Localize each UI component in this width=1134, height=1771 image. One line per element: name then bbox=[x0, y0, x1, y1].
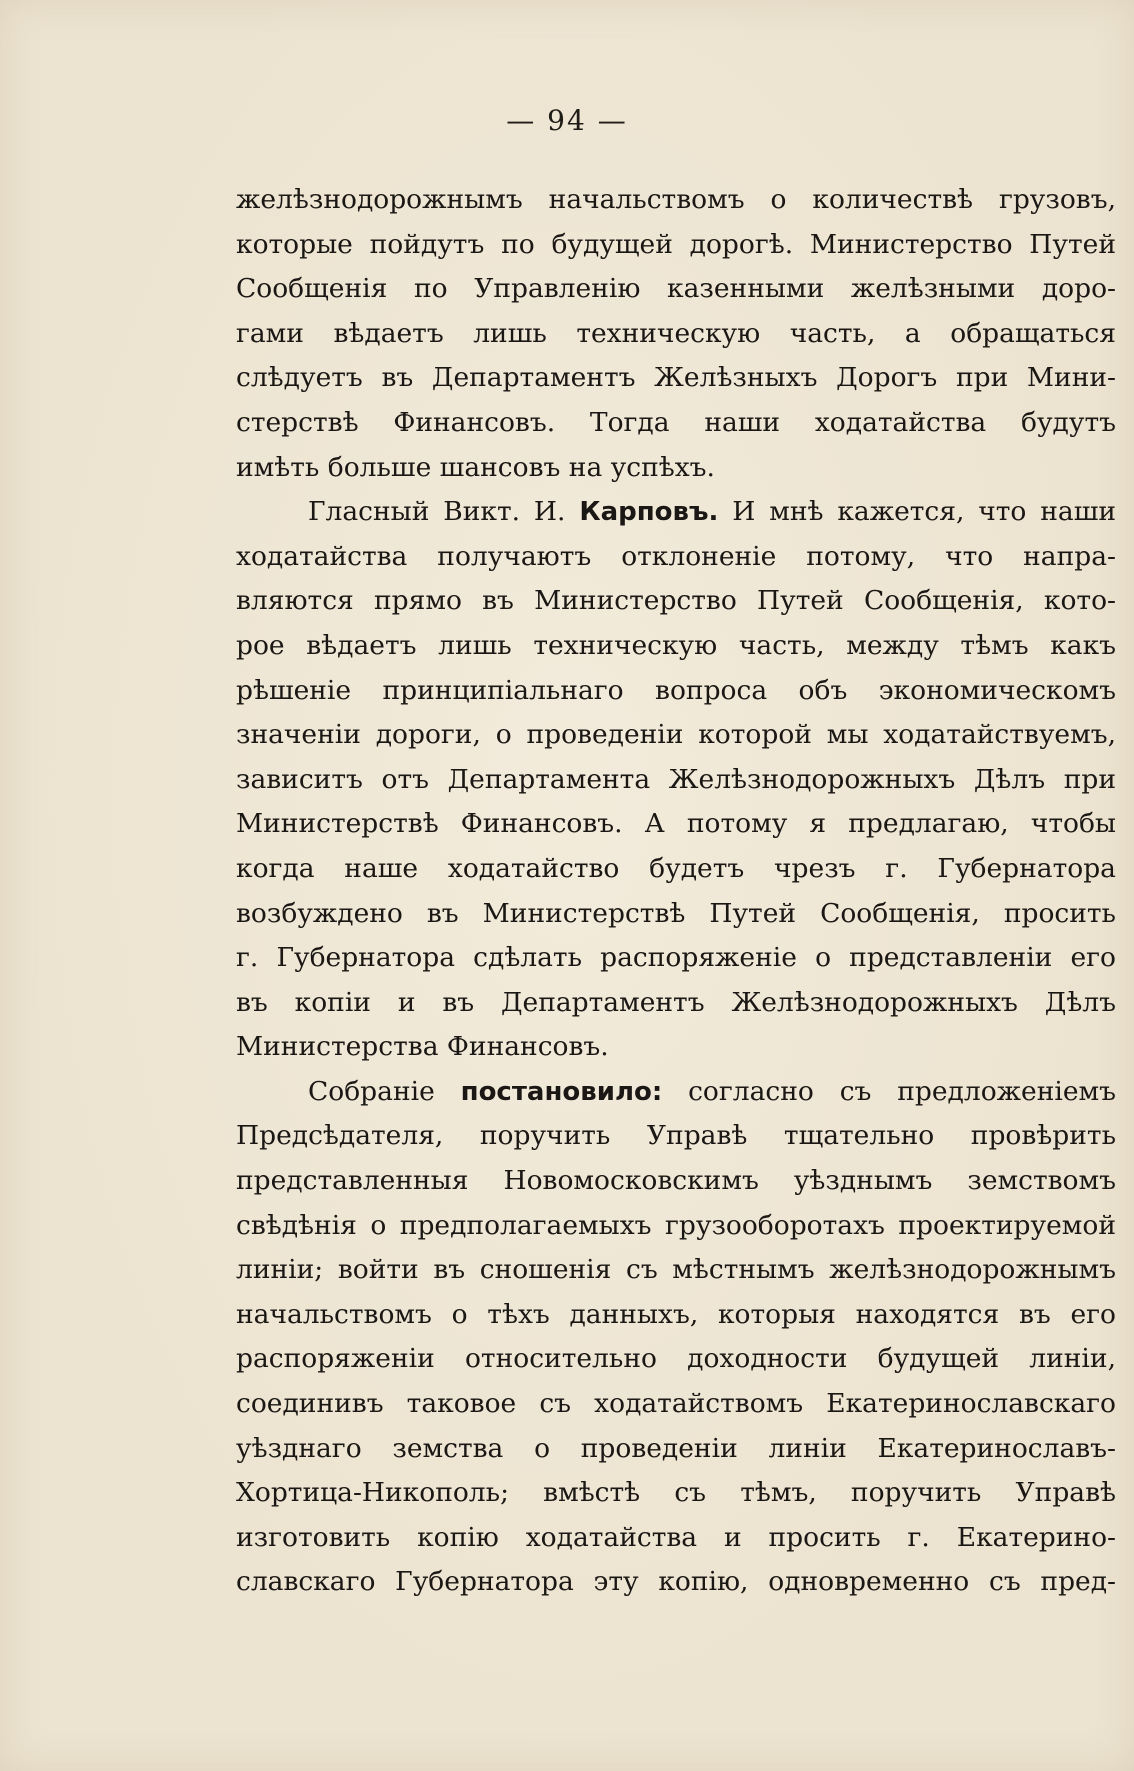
resolution-line bbox=[236, 1070, 1116, 1115]
text-line: представленныя Новомосковскимъ уѣзднымъ земствомъ bbox=[236, 1165, 1116, 1197]
text-line: Министерства Финансовъ. bbox=[236, 1031, 609, 1063]
text-line: изготовить копію ходатайства и просить г. Екатерино- bbox=[236, 1521, 1116, 1553]
text-line: зависитъ отъ Департамента Желѣзнодорожныхъ Дѣлъ при bbox=[236, 763, 1116, 795]
text-line: рѣшеніе принципіальнаго вопроса объ экономическомъ bbox=[236, 674, 1116, 706]
text-fragment: согласно съ предложеніемъ bbox=[662, 1075, 1116, 1107]
text-line: Министерствѣ Финансовъ. А потому я предлагаю, чтобы bbox=[236, 808, 1116, 840]
text-line: уѣзднаго земства о проведеніи линіи Екатеринославъ- bbox=[236, 1432, 1116, 1464]
text-fragment: И мнѣ кажется, что наши bbox=[718, 496, 1116, 528]
speaker-line bbox=[236, 490, 1116, 535]
text-fragment: Гласный Викт. И. bbox=[308, 496, 580, 528]
text-line: въ копіи и въ Департаментъ Желѣзнодорожныхъ Дѣлъ bbox=[236, 986, 1116, 1018]
text-line: гами вѣдаетъ лишь техническую часть, а обращаться bbox=[236, 317, 1116, 349]
text-line: возбуждено въ Министерствѣ Путей Сообщенія, просить bbox=[236, 897, 1116, 929]
body-text bbox=[236, 178, 1116, 1605]
text-line: свѣдѣнія о предполагаемыхъ грузооборотахъ проектируемой bbox=[236, 1209, 1116, 1241]
text-line: ходатайства получаютъ отклоненіе потому, что напра- bbox=[236, 540, 1116, 572]
text-line: соединивъ таковое съ ходатайствомъ Екатеринославскаго bbox=[236, 1388, 1116, 1420]
text-line: слѣдуетъ въ Департаментъ Желѣзныхъ Дорогъ при Мини- bbox=[236, 362, 1116, 394]
text-line: линіи; войти въ сношенія съ мѣстнымъ желѣзнодорожнымъ bbox=[236, 1254, 1116, 1286]
text-line: стерствѣ Финансовъ. Тогда наши ходатайства будутъ bbox=[236, 406, 1116, 438]
text-line: значеніи дороги, о проведеніи которой мы ходатайствуемъ, bbox=[236, 719, 1116, 751]
speaker-name: Карповъ. bbox=[579, 497, 719, 528]
page-number: — 94 — bbox=[506, 104, 628, 137]
resolution-keyword: постановило: bbox=[460, 1076, 663, 1107]
text-line: вляются прямо въ Министерство Путей Сообщенія, кото- bbox=[236, 585, 1116, 617]
text-line: Сообщенія по Управленію казенными желѣзными доро- bbox=[236, 273, 1116, 305]
text-line: рое вѣдаетъ лишь техническую часть, между тѣмъ какъ bbox=[236, 629, 1116, 661]
text-line: когда наше ходатайство будетъ чрезъ г. Губернатора bbox=[236, 852, 1116, 884]
text-line: желѣзнодорожнымъ начальствомъ о количествѣ грузовъ, bbox=[236, 184, 1116, 215]
text-line: имѣть больше шансовъ на успѣхъ. bbox=[236, 451, 715, 483]
text-fragment: Собраніе bbox=[308, 1075, 461, 1107]
text-line: начальствомъ о тѣхъ данныхъ, которыя находятся въ его bbox=[236, 1298, 1116, 1330]
text-line: славскаго Губернатора эту копію, одновременно съ пред- bbox=[236, 1566, 1116, 1598]
text-line: г. Губернатора сдѣлать распоряженіе о представленіи его bbox=[236, 942, 1116, 974]
text-line: которые пойдутъ по будущей дорогѣ. Министерство Путей bbox=[236, 228, 1116, 260]
text-line: Хортица-Никополь; вмѣстѣ съ тѣмъ, поручить Управѣ bbox=[236, 1477, 1116, 1509]
text-line: распоряженіи относительно доходности будущей линіи, bbox=[236, 1343, 1116, 1375]
text-line: Предсѣдателя, поручить Управѣ тщательно провѣрить bbox=[236, 1120, 1116, 1152]
